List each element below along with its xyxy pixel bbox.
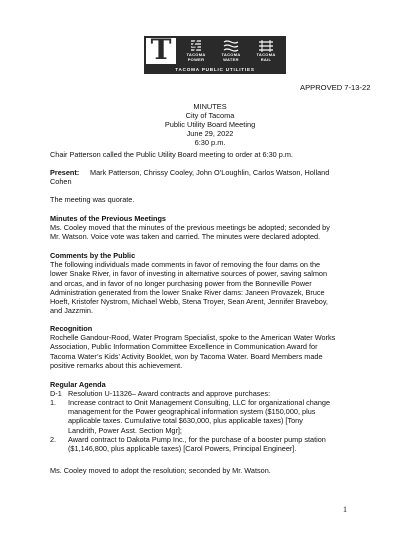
recognition-heading: Recognition (50, 324, 93, 333)
present-names-line1: Mark Patterson, Chrissy Cooley, John O’Loughlin, Carlos Watson, Holland (90, 168, 330, 177)
item-line: Increase contract to Onit Management Consulting, LLC for organizational change (68, 398, 331, 407)
regular-agenda-section (50, 380, 380, 398)
recognition-line3: Tacoma Water’s Kids’ Activity Booklet, won by Tacoma Water. Board Members made (50, 351, 323, 361)
recognition-line1: Rochelle Gandour-Rood, Water Program Specialist, spoke to the American Water Works (50, 333, 336, 343)
logo-power-cell (179, 38, 213, 64)
resolution-text: Resolution U-11326– Award contracts and approve purchases: (68, 389, 271, 399)
title-city: City of Tacoma (185, 111, 235, 120)
page-number: 1 (343, 505, 347, 514)
item-number: 1. (50, 398, 57, 407)
approval-stamp-text: APPROVED 7-13-22 (300, 83, 371, 92)
comments-line1: The following individuals made comments in favor of removing the four dams on the (50, 260, 321, 270)
logo-water-cell (214, 38, 248, 64)
logo-rail-cell (249, 38, 283, 64)
item-line: management for the Power geographical information system ($150,000, plus (68, 407, 316, 417)
comments-line2: lower Snake River, in favor of investing in alternative sources of power, saving salmon (50, 269, 328, 279)
list-item (50, 398, 390, 435)
title-date: June 29, 2022 (186, 129, 234, 138)
title-block (0, 102, 420, 147)
regular-agenda-heading: Regular Agenda (50, 380, 106, 389)
logo-t-mark (146, 33, 176, 66)
rail-label: TACOMA RAIL (256, 52, 276, 62)
recognition-line4: positive remarks about this achievement. (50, 360, 183, 370)
power-label: TACOMA POWER (186, 52, 206, 62)
minutes-line2: Mr. Watson. Voice vote was taken and carried. The minutes were declared adopted. (50, 232, 321, 242)
item-line: applicable taxes. Cumulative total $630,000, plus applicable taxes) [Tony (68, 416, 303, 426)
logo-t-glyph: T (150, 33, 172, 66)
call-to-order: Chair Patterson called the Public Utility Board meeting to order at 6:30 p.m. (50, 150, 293, 159)
motion-text: Ms. Cooley moved to adopt the resolution; seconded by Mr. Watson. (50, 466, 271, 475)
present-label: Present: (50, 168, 80, 177)
list-item (50, 435, 390, 453)
quorate-text: The meeting was quorate. (50, 195, 135, 204)
present-names-line2: Cohen (50, 177, 72, 187)
item-line: Award contract to Dakota Pump Inc., for the purchase of a booster pump station (68, 434, 326, 444)
title-meeting: Public Utility Board Meeting (164, 120, 256, 129)
title-time: 6:30 p.m. (194, 138, 226, 147)
recognition-line2: Association, Public Information Committee Excellence in Communication Award for (50, 342, 318, 352)
minutes-section (50, 214, 380, 242)
minutes-line1: Ms. Cooley moved that the minutes of the previous meetings be adopted; seconded by (50, 223, 330, 233)
power-bolt-icon (188, 39, 204, 53)
item-number: 2. (50, 434, 57, 444)
resolution-items (50, 398, 390, 453)
minutes-heading: Minutes of the Previous Meetings (50, 214, 166, 223)
comments-line4: Administration generated from the lower Snake River dams: Janeen Provazek, Bruce (50, 287, 325, 297)
present-section (50, 168, 380, 186)
recognition-section (50, 324, 380, 370)
comments-line5: Hoeft, Kristofer Nystrom, Michael Webb, Stena Troyer, Sean Arent, Jennifer Braveboy, (50, 297, 328, 307)
water-label: TACOMA WATER (221, 52, 241, 62)
comments-line3: and orcas, and in favor of no longer purchasing power from the Bonneville Power (50, 278, 312, 288)
comments-section (50, 251, 380, 315)
water-waves-icon (223, 39, 239, 53)
comments-heading: Comments by the Public (50, 251, 136, 260)
resolution-code: D-1 (50, 389, 62, 399)
rail-track-icon (258, 39, 274, 53)
title-minutes: MINUTES (193, 102, 227, 111)
tacoma-public-utilities-logo (144, 33, 286, 74)
logo-tagline: TACOMA PUBLIC UTILITIES (175, 67, 255, 72)
item-line: ($1,146,800, plus applicable taxes) [Carol Powers, Principal Engineer]. (68, 444, 297, 454)
comments-line6: and Jazzmin. (50, 306, 93, 316)
item-line: Landrith, Power Asst. Section Mgr]; (68, 425, 182, 435)
